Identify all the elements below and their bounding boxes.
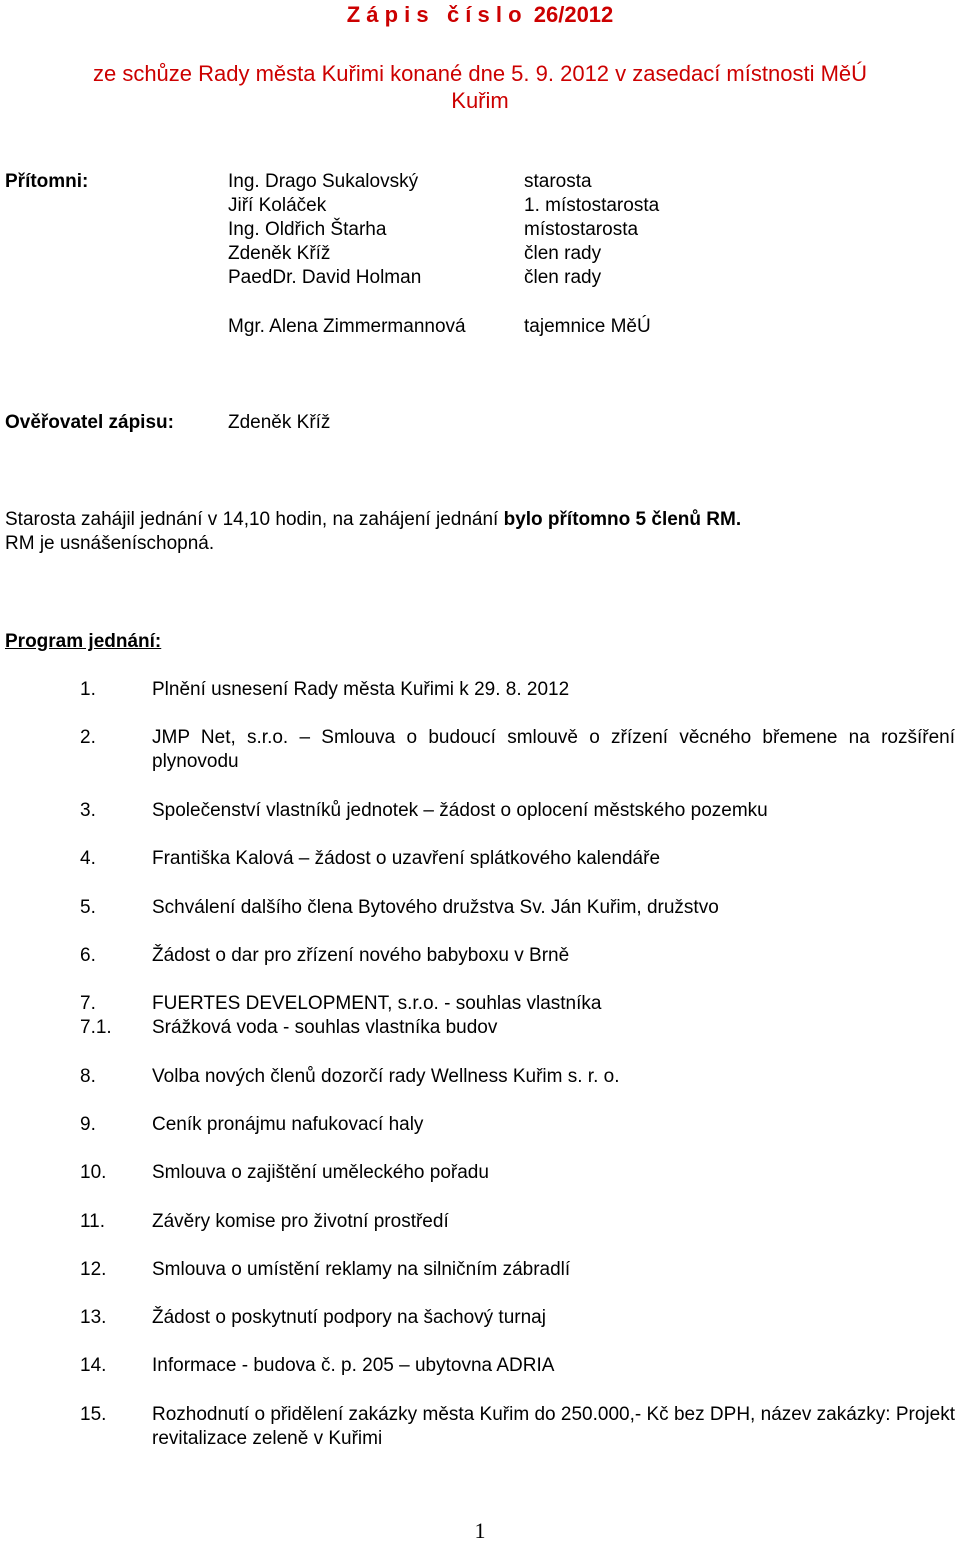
- member-role: člen rady: [524, 243, 602, 264]
- program-item-number: 1.: [80, 679, 96, 700]
- program-item-text: Smlouva o zajištění uměleckého pořadu: [152, 1162, 489, 1183]
- member-name: Ing. Drago Sukalovský: [228, 171, 419, 192]
- program-item-number: 13.: [80, 1307, 107, 1328]
- program-item-text: Smlouva o umístění reklamy na silničním zábradlí: [152, 1259, 571, 1280]
- program-item-text: Rozhodnutí o přidělení zakázky města Kuřim do 250.000,- Kč bez DPH, název zakázky: Projekt revitalizace zeleně v Kuřimi: [152, 1404, 955, 1449]
- program-item-number: 7.1.: [80, 1017, 112, 1038]
- program-item-number: 14.: [80, 1355, 107, 1376]
- document-subtitle: [0, 60, 960, 114]
- attendance-label: Přítomni:: [5, 171, 89, 192]
- program-item-number: 12.: [80, 1259, 107, 1280]
- opening-quorum: bylo přítomno 5 členů RM.: [503, 509, 742, 530]
- program-item-text: FUERTES DEVELOPMENT, s.r.o. - souhlas vlastníka: [152, 993, 602, 1014]
- program-item-number: 2.: [80, 727, 96, 748]
- member-name: PaedDr. David Holman: [228, 267, 422, 288]
- program-item-number: 5.: [80, 897, 96, 918]
- member-name: Zdeněk Kříž: [228, 243, 331, 264]
- member-role: člen rady: [524, 267, 602, 288]
- page-number: 1: [474, 1518, 486, 1543]
- program-item-number: 11.: [80, 1211, 106, 1232]
- verifier-label: Ověřovatel zápisu:: [5, 412, 174, 433]
- member-role: starosta: [524, 171, 592, 192]
- program-item-text: Společenství vlastníků jednotek – žádost o oplocení městského pozemku: [152, 800, 768, 821]
- document-title: Z á p i s č í s l o 26/2012: [346, 2, 614, 27]
- program-item-text: Schválení dalšího člena Bytového družstva Sv. Ján Kuřim, družstvo: [152, 897, 719, 918]
- program-item-text: Plnění usnesení Rady města Kuřimi k 29. 8. 2012: [152, 679, 570, 700]
- program-item-number: 15.: [80, 1404, 107, 1425]
- program-item-text: Informace - budova č. p. 205 – ubytovna ADRIA: [152, 1355, 555, 1376]
- secretary-role: tajemnice MěÚ: [524, 316, 651, 337]
- member-name: Ing. Oldřich Štarha: [228, 219, 387, 240]
- program-item-text: Závěry komise pro životní prostředí: [152, 1211, 449, 1232]
- program-item-number: 4.: [80, 848, 96, 869]
- secretary-name: Mgr. Alena Zimmermannová: [228, 316, 466, 337]
- program-heading: Program jednání:: [5, 631, 162, 652]
- member-role: 1. místostarosta: [524, 195, 660, 216]
- program-item-text: Žádost o dar pro zřízení nového babyboxu v Brně: [152, 945, 570, 966]
- program-item-number: 10.: [80, 1162, 107, 1183]
- program-item-number: 8.: [80, 1066, 96, 1087]
- program-item-text: Žádost o poskytnutí podpory na šachový turnaj: [152, 1307, 546, 1328]
- member-role: místostarosta: [524, 219, 639, 240]
- program-item-text: Srážková voda - souhlas vlastníka budov: [152, 1017, 498, 1038]
- program-item-text: JMP Net, s.r.o. – Smlouva o budoucí smlouvě o zřízení věcného břemene na rozšíření plynovodu: [152, 727, 955, 772]
- verifier-name: Zdeněk Kříž: [228, 412, 331, 433]
- program-item-text: Volba nových členů dozorčí rady Wellness Kuřim s. r. o.: [152, 1066, 620, 1087]
- subtitle-line-1: ze schůze Rady města Kuřimi konané dne 5. 9. 2012 v zasedací místnosti MěÚ: [92, 61, 868, 86]
- subtitle-line-2: Kuřim: [451, 88, 509, 113]
- opening-line-2: RM je usnášeníschopná.: [5, 533, 215, 554]
- opening-statement: [5, 508, 945, 556]
- program-item-text: Ceník pronájmu nafukovací haly: [152, 1114, 424, 1135]
- program-item-number: 7.: [80, 993, 96, 1014]
- program-item-text: Františka Kalová – žádost o uzavření splátkového kalendáře: [152, 848, 661, 869]
- member-name: Jiří Koláček: [228, 195, 327, 216]
- program-item-number: 6.: [80, 945, 96, 966]
- program-item-number: 9.: [80, 1114, 96, 1135]
- opening-text: Starosta zahájil jednání v 14,10 hodin, na zahájení jednání: [5, 509, 504, 530]
- program-item-number: 3.: [80, 800, 96, 821]
